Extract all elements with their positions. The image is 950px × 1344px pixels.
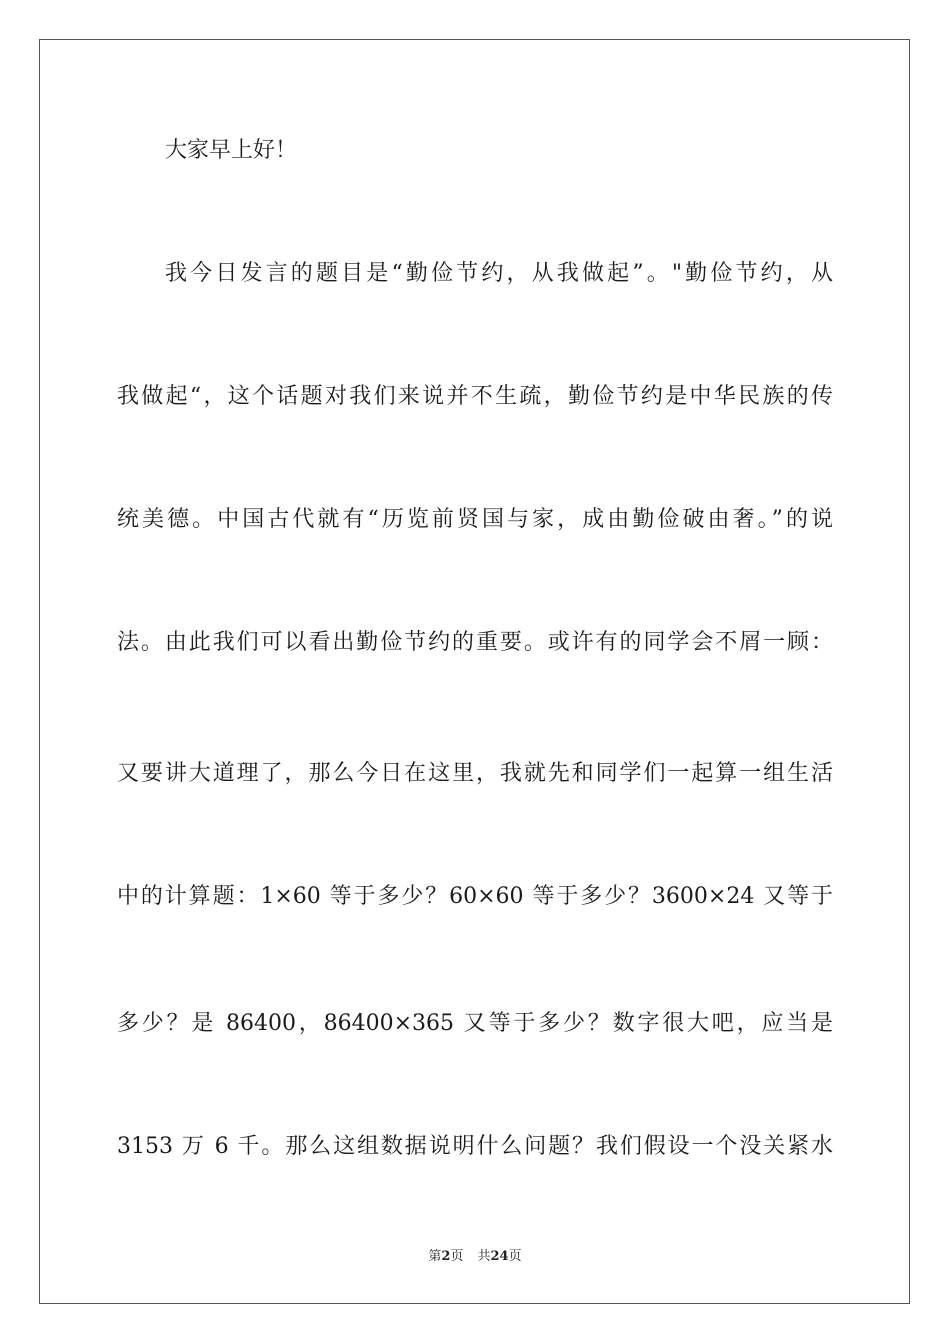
greeting-line: 大家早上好！ <box>165 138 298 163</box>
body-line-4: 法。由此我们可以看出勤俭节约的重要。或许有的同学会不屑一顾： <box>117 630 833 655</box>
body-line-3: 统美德。中国古代就有“历览前贤国与家，成由勤俭破由奢。”的说 <box>117 507 833 532</box>
footer-page-suffix: 页 <box>450 1249 464 1264</box>
footer-page-prefix: 第 <box>428 1249 442 1264</box>
body-line-2: 我做起“，这个话题对我们来说并不生疏，勤俭节约是中华民族的传 <box>117 384 833 409</box>
body-line-5: 又要讲大道理了，那么今日在这里，我就先和同学们一起算一组生活 <box>117 761 833 786</box>
body-line-6: 中的计算题：1×60 等于多少？60×60 等于多少？3600×24 又等于 <box>117 884 833 909</box>
page-footer <box>0 1247 950 1267</box>
footer-total-suffix: 页 <box>508 1249 522 1264</box>
body-line-7: 多少？是 86400，86400×365 又等于多少？数字很大吧，应当是 <box>117 1011 833 1036</box>
footer-page-number: 2 <box>441 1249 451 1264</box>
footer-total-prefix: 共 <box>477 1249 491 1264</box>
footer-total-pages: 24 <box>490 1249 509 1264</box>
body-line-8: 3153 万 6 千。那么这组数据说明什么问题？我们假设一个没关紧水 <box>117 1134 833 1159</box>
page-border <box>39 39 910 1304</box>
body-line-1: 我今日发言的题目是“勤俭节约，从我做起”。"勤俭节约，从 <box>165 261 833 286</box>
